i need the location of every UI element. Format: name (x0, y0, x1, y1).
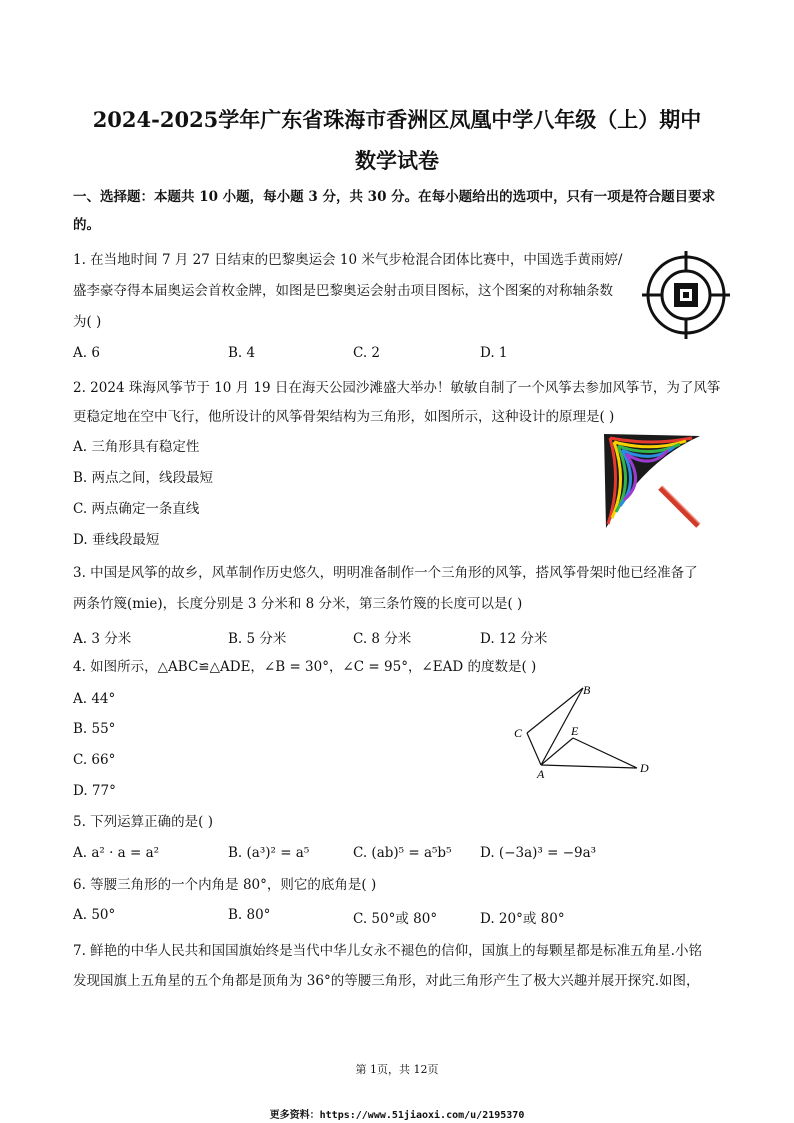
q6-option-a: A. 50° (73, 907, 116, 923)
q7-line2: 发现国旗上五角星的五个角都是顶角为 36°的等腰三角形，对此三角形产生了极大兴趣并展开探究.如图， (73, 973, 700, 989)
q3-option-b: B. 5 分米 (228, 631, 287, 647)
q2-line1: 2. 2024 珠海风筝节于 10 月 19 日在海天公园沙滩盛大举办！敏敏自制了一个风筝去参加风筝节，为了风筝 (73, 380, 721, 396)
q4-option-b: B. 55° (73, 721, 116, 737)
point-label-a: A (537, 767, 545, 781)
point-label-e: E (571, 724, 579, 738)
q3-option-d: D. 12 分米 (480, 631, 548, 647)
q2-option-d: D. 垂线段最短 (73, 532, 160, 548)
q1-option-d: D. 1 (480, 345, 508, 361)
q1-option-a: A. 6 (73, 345, 100, 361)
q5-option-a: A. a² · a = a² (73, 845, 160, 861)
q3-option-a: A. 3 分米 (73, 631, 132, 647)
q5-option-d: D. (−3a)³ = −9a³ (480, 845, 597, 861)
exam-title-line1: 2024-2025学年广东省珠海市香洲区凤凰中学八年级（上）期中 (92, 107, 702, 132)
q1-option-b: B. 4 (228, 345, 256, 361)
q3-option-c: C. 8 分米 (353, 631, 412, 647)
q4-option-a: A. 44° (73, 691, 116, 707)
q5-option-b: B. (a³)² = a⁵ (228, 845, 310, 861)
q5-option-c: C. (ab)⁵ = a⁵b⁵ (353, 845, 452, 861)
q6-line1: 6. 等腰三角形的一个内角是 80°，则它的底角是( ) (73, 877, 377, 893)
more-resources-link[interactable]: 更多资料：https://www.51jiaoxi.com/u/2195370 (269, 1110, 525, 1121)
q4-option-d: D. 77° (73, 783, 116, 799)
section-heading-line1: 一、选择题：本题共 10 小题，每小题 3 分，共 30 分。在每小题给出的选项中，只有一项是符合题目要求 (73, 189, 716, 205)
q1-option-c: C. 2 (353, 345, 381, 361)
q1-line2: 盛李豪夺得本届奥运会首枚金牌，如图是巴黎奥运会射击项目图标，这个图案的对称轴条数 (73, 283, 613, 299)
point-label-b: B (583, 683, 591, 697)
triangle-diagram (505, 680, 665, 785)
q6-option-b: B. 80° (228, 907, 271, 923)
q3-line1: 3. 中国是风筝的故乡，风革制作历史悠久，明明准备制作一个三角形的风筝，搭风筝骨架时他已经准备了 (73, 565, 698, 581)
q4-option-c: C. 66° (73, 752, 116, 768)
q1-line1: 1. 在当地时间 7 月 27 日结束的巴黎奥运会 10 米气步枪混合团体比赛中，中国选手黄雨婷/ (73, 252, 623, 268)
q6-option-d: D. 20°或 80° (480, 911, 565, 927)
q2-option-a: A. 三角形具有稳定性 (73, 439, 200, 455)
q2-option-b: B. 两点之间，线段最短 (73, 470, 214, 486)
exam-title-line2: 数学试卷 (355, 148, 439, 173)
point-label-c: C (514, 726, 523, 740)
shooting-target-icon (640, 249, 732, 341)
kite-image (602, 432, 704, 532)
point-label-d: D (640, 761, 649, 775)
q7-line1: 7. 鲜艳的中华人民共和国国旗始终是当代中华儿女永不褪色的信仰，国旗上的每颗星都是标准五角星.小铭 (73, 943, 702, 959)
section-heading-line2: 的。 (73, 217, 100, 233)
q1-line3: 为( ) (73, 314, 102, 330)
q2-line2: 更稳定地在空中飞行，他所设计的风筝骨架结构为三角形，如图所示，这种设计的原理是( ) (73, 409, 615, 425)
q2-option-c: C. 两点确定一条直线 (73, 501, 200, 517)
q5-line1: 5. 下列运算正确的是( ) (73, 814, 213, 830)
q4-line1: 4. 如图所示，△ABC≌△ADE，∠B = 30°，∠C = 95°，∠EAD 的度数是( ) (73, 659, 537, 675)
q6-option-c: C. 50°或 80° (353, 911, 438, 927)
page-number: 第 1页，共 12页 (355, 1063, 439, 1076)
q3-line2: 两条竹篾(mie)，长度分别是 3 分米和 8 分米，第三条竹篾的长度可以是( ) (73, 596, 523, 612)
